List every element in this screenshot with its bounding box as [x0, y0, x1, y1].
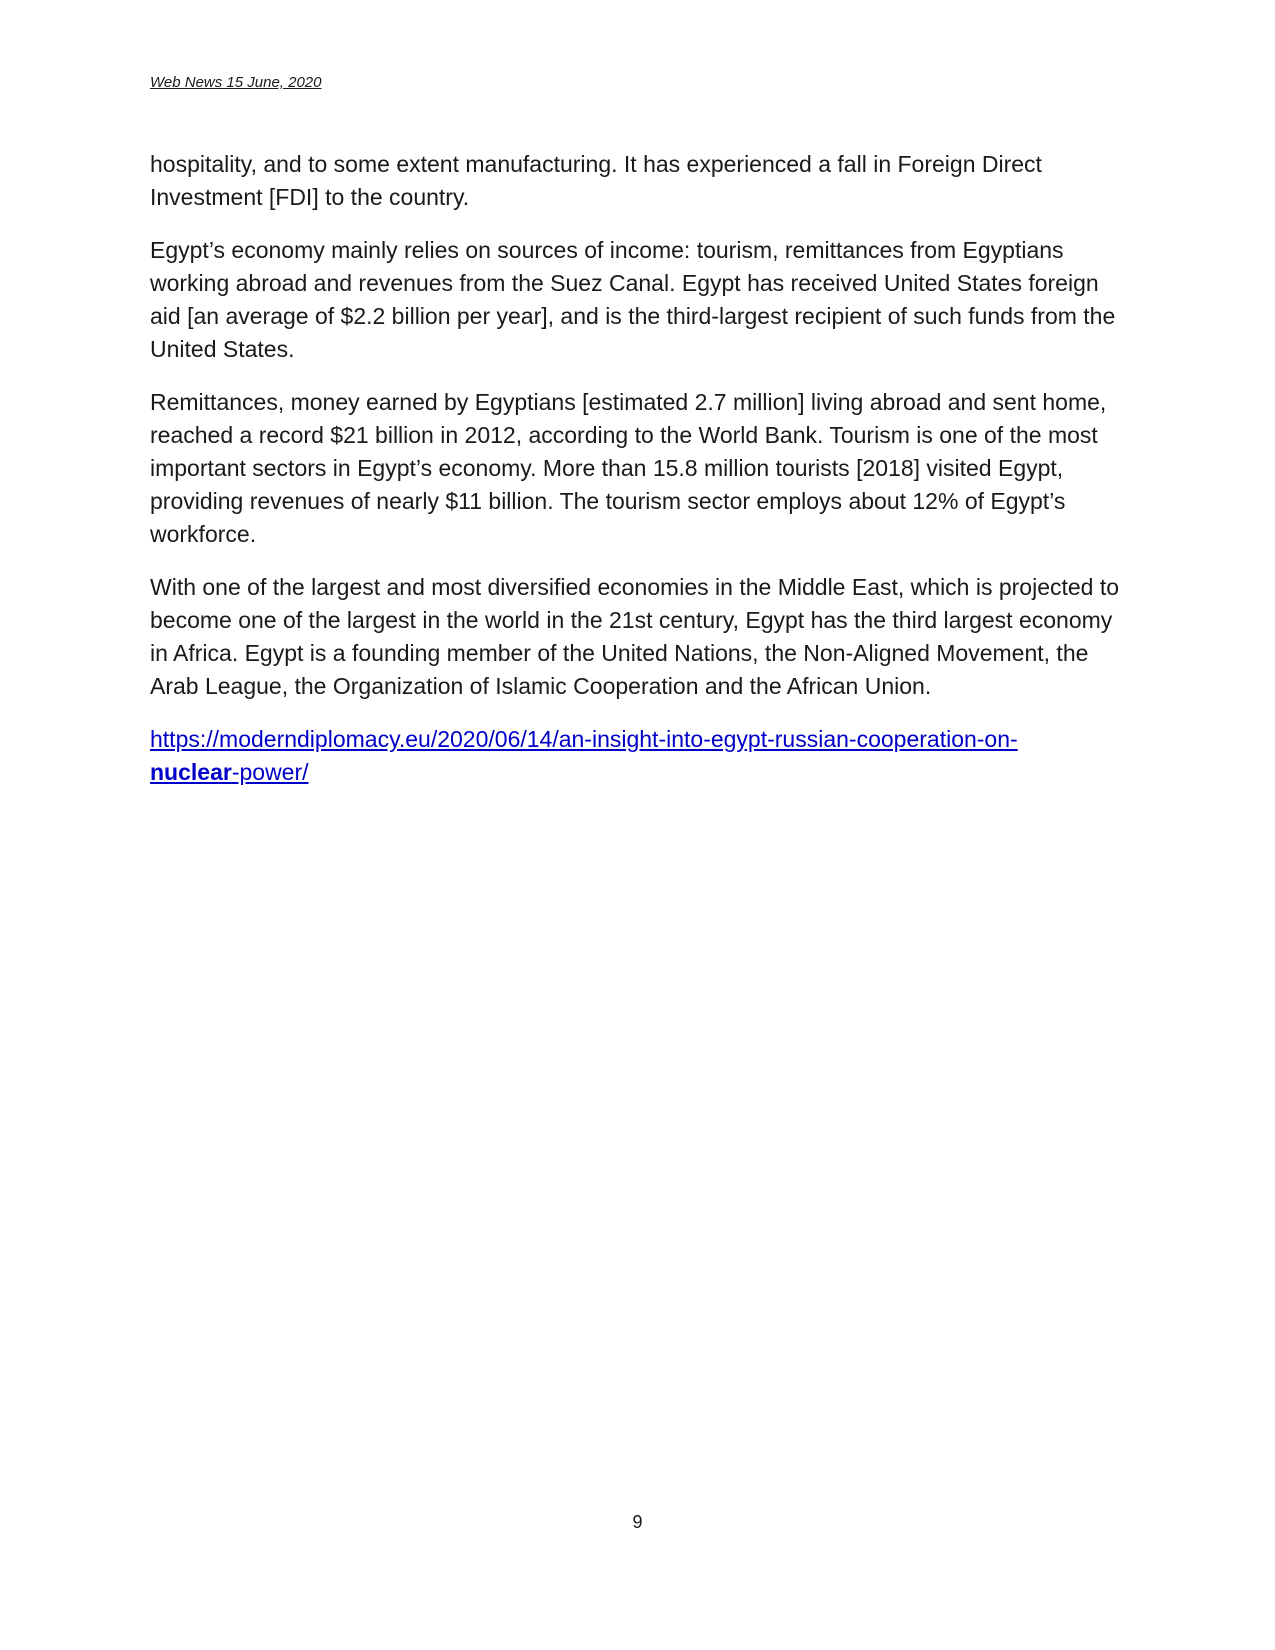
- paragraph-1: hospitality, and to some extent manufacturing. It has experienced a fall in Foreign Direct Investment [FDI] to the country.: [150, 151, 1042, 210]
- source-link-url-start[interactable]: https://moderndiplomacy.eu/2020/06/14/an-insight-into-egypt-russian-cooperation-on-: [150, 726, 1018, 752]
- page-number: 9: [632, 1512, 643, 1532]
- paragraph-2: Egypt’s economy mainly relies on sources of income: tourism, remittances from Egyptians working abroad and revenues from the Suez Canal. Egypt has received United States foreign aid [an average of $2.2 billion per year], and is the third-largest recipient of such funds from the United States.: [150, 237, 1116, 362]
- source-link-bold-word[interactable]: nuclear: [150, 759, 232, 785]
- source-link-url-end[interactable]: -power/: [231, 759, 309, 785]
- paragraph-3: Remittances, money earned by Egyptians [estimated 2.7 million] living abroad and sent home, reached a record $21 billion in 2012, according to the World Bank. Tourism is one of the most important sectors in Egypt’s economy. More than 15.8 million tourists [2018] visited Egypt, providing revenues of nearly $11 billion. The tourism sector employs about 12% of Egypt’s workforce.: [150, 389, 1107, 547]
- article-body: [150, 148, 1135, 789]
- source-link[interactable]: [150, 723, 1135, 789]
- paragraph-4: With one of the largest and most diversified economies in the Middle East, which is projected to become one of the largest in the world in the 21st century, Egypt has the third largest economy in Africa. Egypt is a founding member of the United Nations, the Non-Aligned Movement, the Arab League, the Organization of Islamic Cooperation and the African Union.: [150, 574, 1120, 699]
- running-header: Web News 15 June, 2020: [150, 74, 322, 91]
